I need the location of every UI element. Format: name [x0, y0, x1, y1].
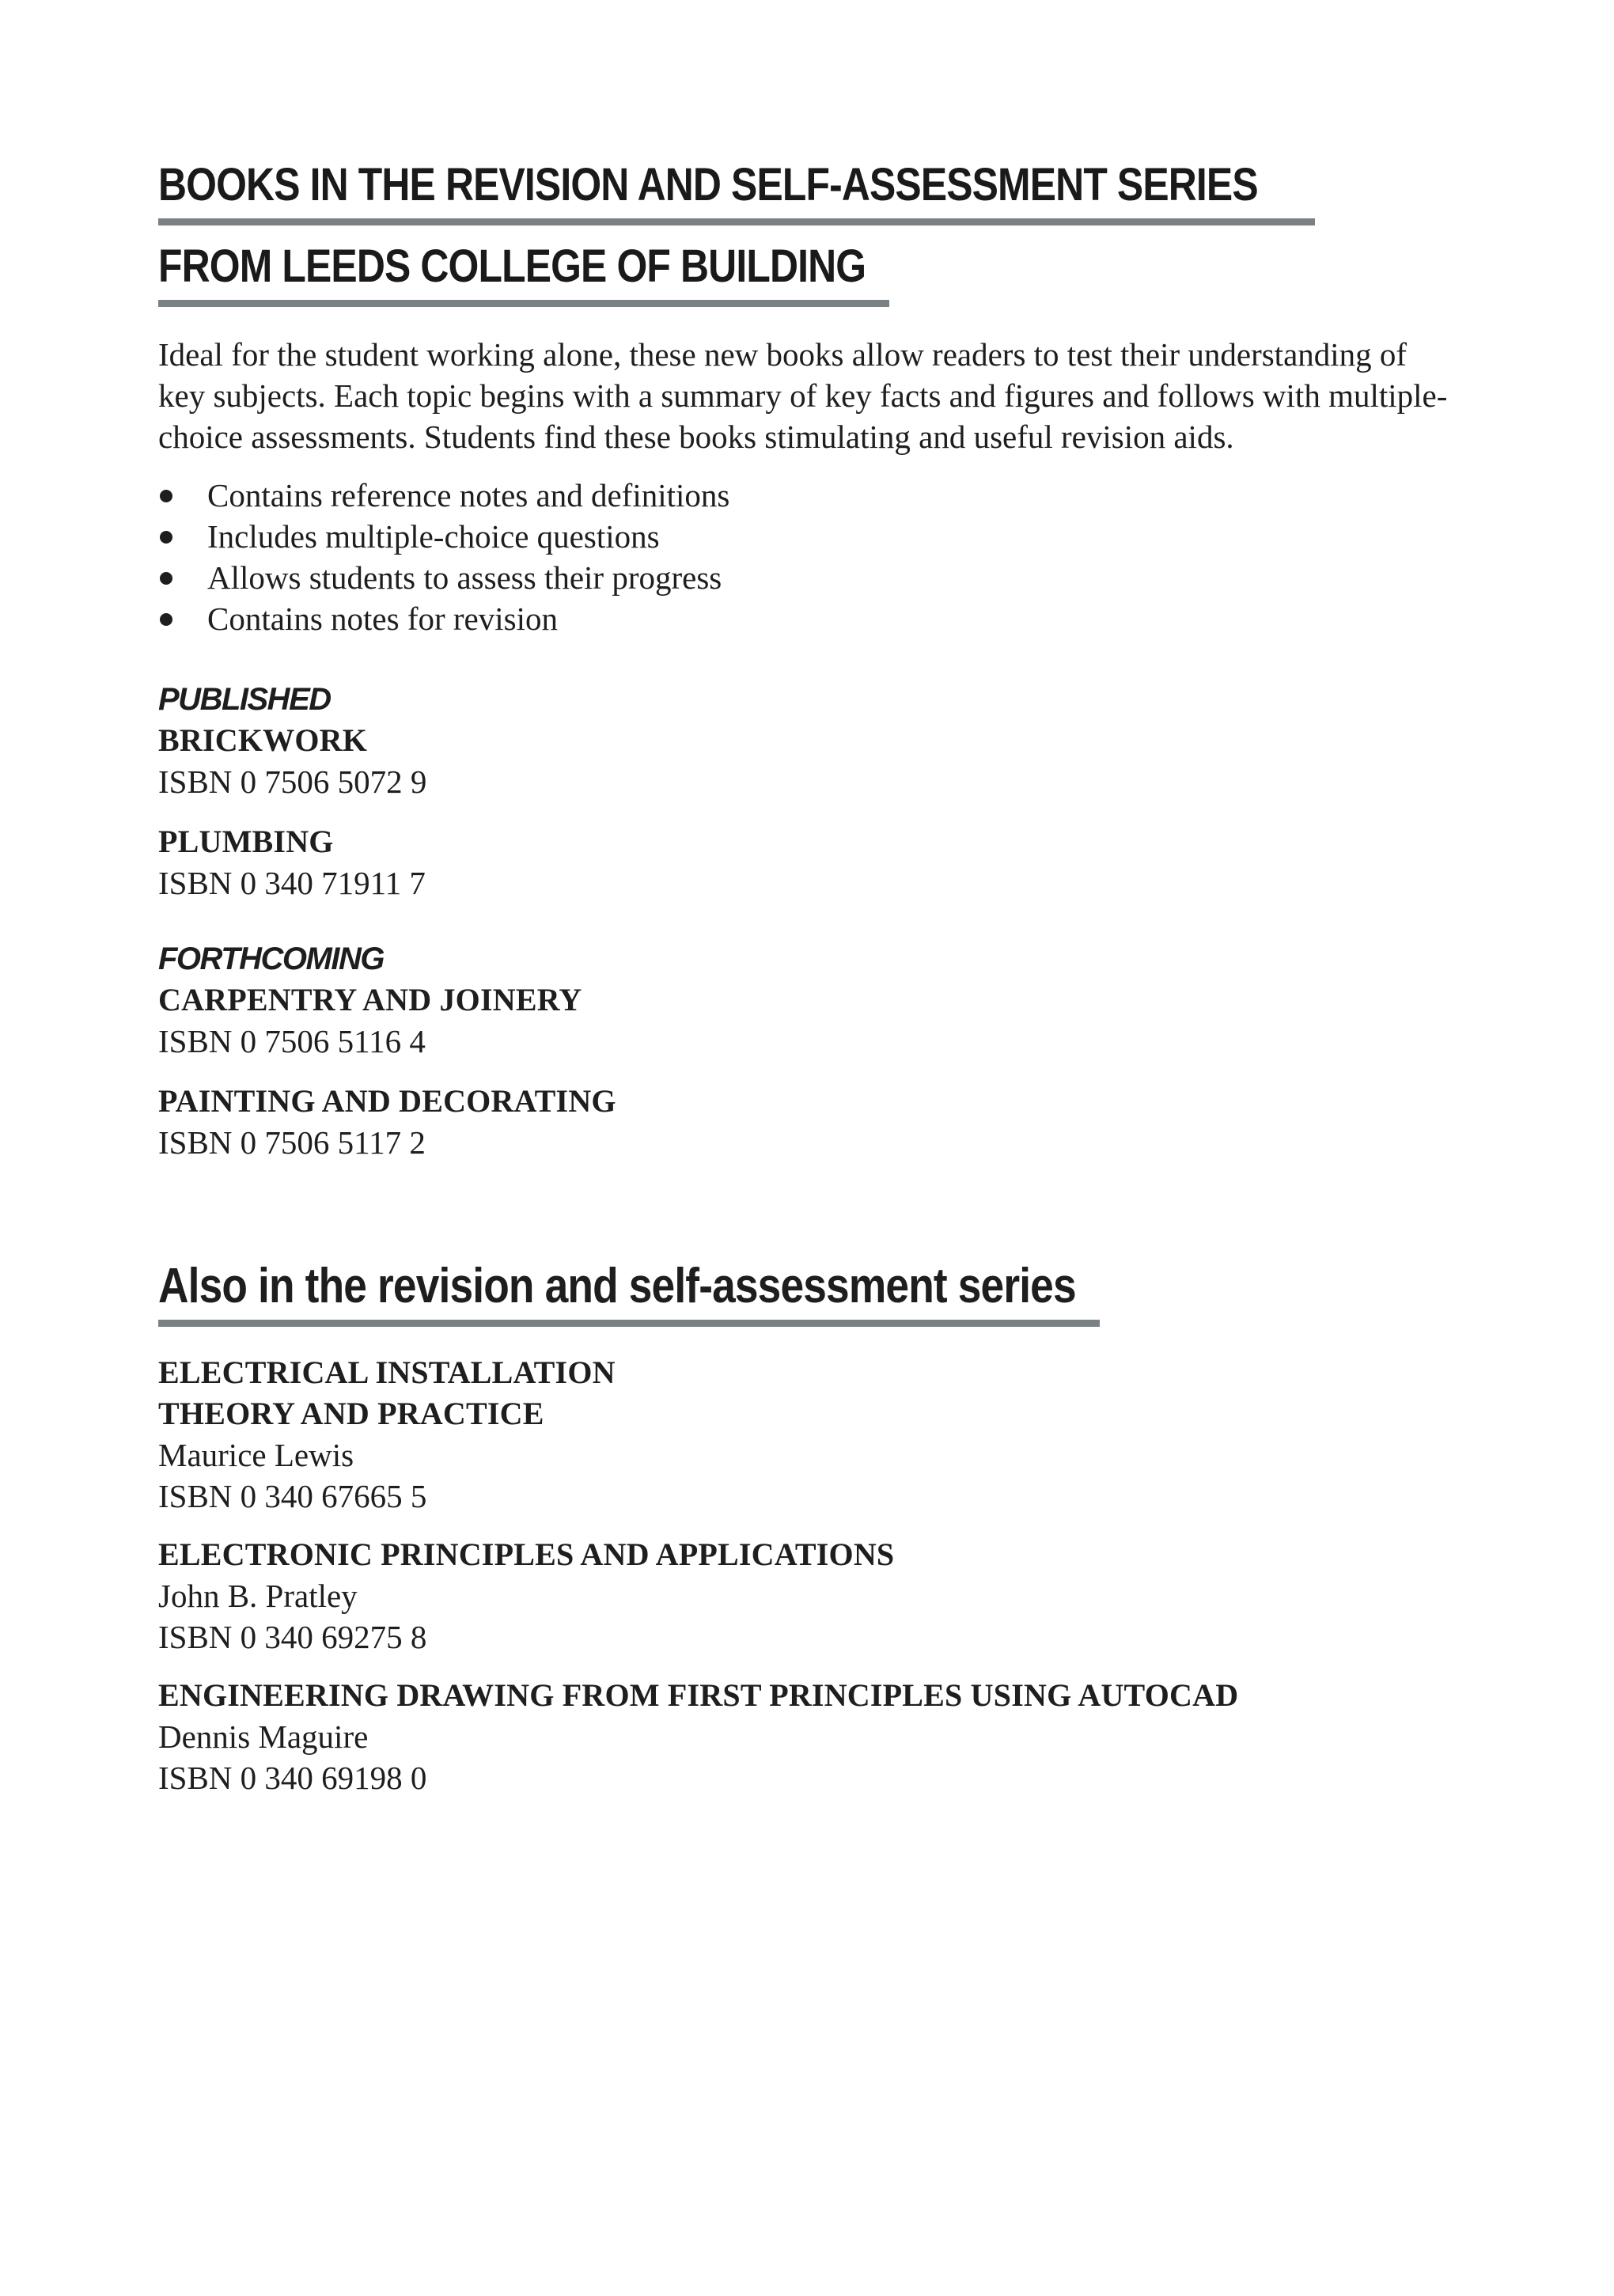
also-section-title — [158, 1258, 1456, 1315]
book-entry — [158, 1675, 1456, 1798]
bullet-icon — [160, 572, 172, 585]
intro-paragraph — [158, 334, 1456, 457]
book-isbn: ISBN 0 340 69275 8 — [158, 1619, 427, 1655]
book-title: ELECTRICAL INSTALLATION — [158, 1354, 616, 1390]
book-title: PAINTING AND DECORATING — [158, 1083, 616, 1119]
book-title: ENGINEERING DRAWING FROM FIRST PRINCIPLES USING AUTOCAD — [158, 1677, 1239, 1713]
feature-item — [158, 475, 1456, 516]
intro-line: key subjects. Each topic begins with a summary of key facts and figures and follows with multiple- — [158, 377, 1448, 414]
feature-text: Includes multiple-choice questions — [207, 518, 660, 555]
also-title-underline — [158, 1320, 1100, 1327]
intro-line: choice assessments. Students find these books stimulating and useful revision aids. — [158, 419, 1234, 455]
feature-item — [158, 557, 1456, 598]
feature-text: Contains reference notes and definitions — [207, 477, 730, 513]
book-entry — [158, 1534, 1456, 1658]
published-label: PUBLISHED — [158, 682, 331, 717]
book-isbn: ISBN 0 340 71911 7 — [158, 865, 426, 901]
book-author: Dennis Maguire — [158, 1718, 369, 1755]
feature-list — [158, 475, 1456, 639]
forthcoming-label: FORTHCOMING — [158, 942, 384, 976]
page-title-line-2-wrap — [158, 240, 1456, 294]
feature-item — [158, 516, 1456, 557]
also-book-list — [158, 1352, 1456, 1798]
feature-text: Contains notes for revision — [207, 601, 558, 637]
bullet-icon — [160, 531, 172, 544]
page-title-line-2: FROM LEEDS COLLEGE OF BUILDING — [158, 241, 866, 292]
book-author: John B. Pratley — [158, 1578, 358, 1614]
page-title — [158, 158, 1456, 212]
book-author: Maurice Lewis — [158, 1437, 354, 1473]
also-section-title-text: Also in the revision and self-assessment series — [158, 1259, 1076, 1313]
bullet-icon — [160, 490, 172, 502]
book-entry — [158, 720, 1456, 802]
book-title: ELECTRONIC PRINCIPLES AND APPLICATIONS — [158, 1536, 895, 1572]
book-isbn: ISBN 0 340 69198 0 — [158, 1760, 427, 1796]
feature-text: Allows students to assess their progress — [207, 559, 722, 596]
book-entry — [158, 979, 1456, 1062]
book-isbn: ISBN 0 7506 5116 4 — [158, 1023, 426, 1059]
book-entry — [158, 1352, 1456, 1517]
page-title-line-1: BOOKS IN THE REVISION AND SELF-ASSESSMENT SERIES — [158, 159, 1258, 210]
book-isbn: ISBN 0 7506 5117 2 — [158, 1124, 426, 1161]
bullet-icon — [160, 613, 172, 626]
title-underline-2 — [158, 300, 889, 307]
book-title: THEORY AND PRACTICE — [158, 1396, 544, 1431]
book-title: CARPENTRY AND JOINERY — [158, 982, 582, 1017]
book-isbn: ISBN 0 340 67665 5 — [158, 1478, 427, 1514]
page — [158, 158, 1456, 1798]
title-underline-1 — [158, 218, 1315, 225]
book-entry — [158, 821, 1456, 904]
book-isbn: ISBN 0 7506 5072 9 — [158, 763, 427, 800]
intro-line: Ideal for the student working alone, these new books allow readers to test their understanding of — [158, 336, 1408, 373]
feature-item — [158, 598, 1456, 639]
book-title: PLUMBING — [158, 824, 334, 859]
book-title: BRICKWORK — [158, 722, 368, 758]
book-entry — [158, 1081, 1456, 1163]
